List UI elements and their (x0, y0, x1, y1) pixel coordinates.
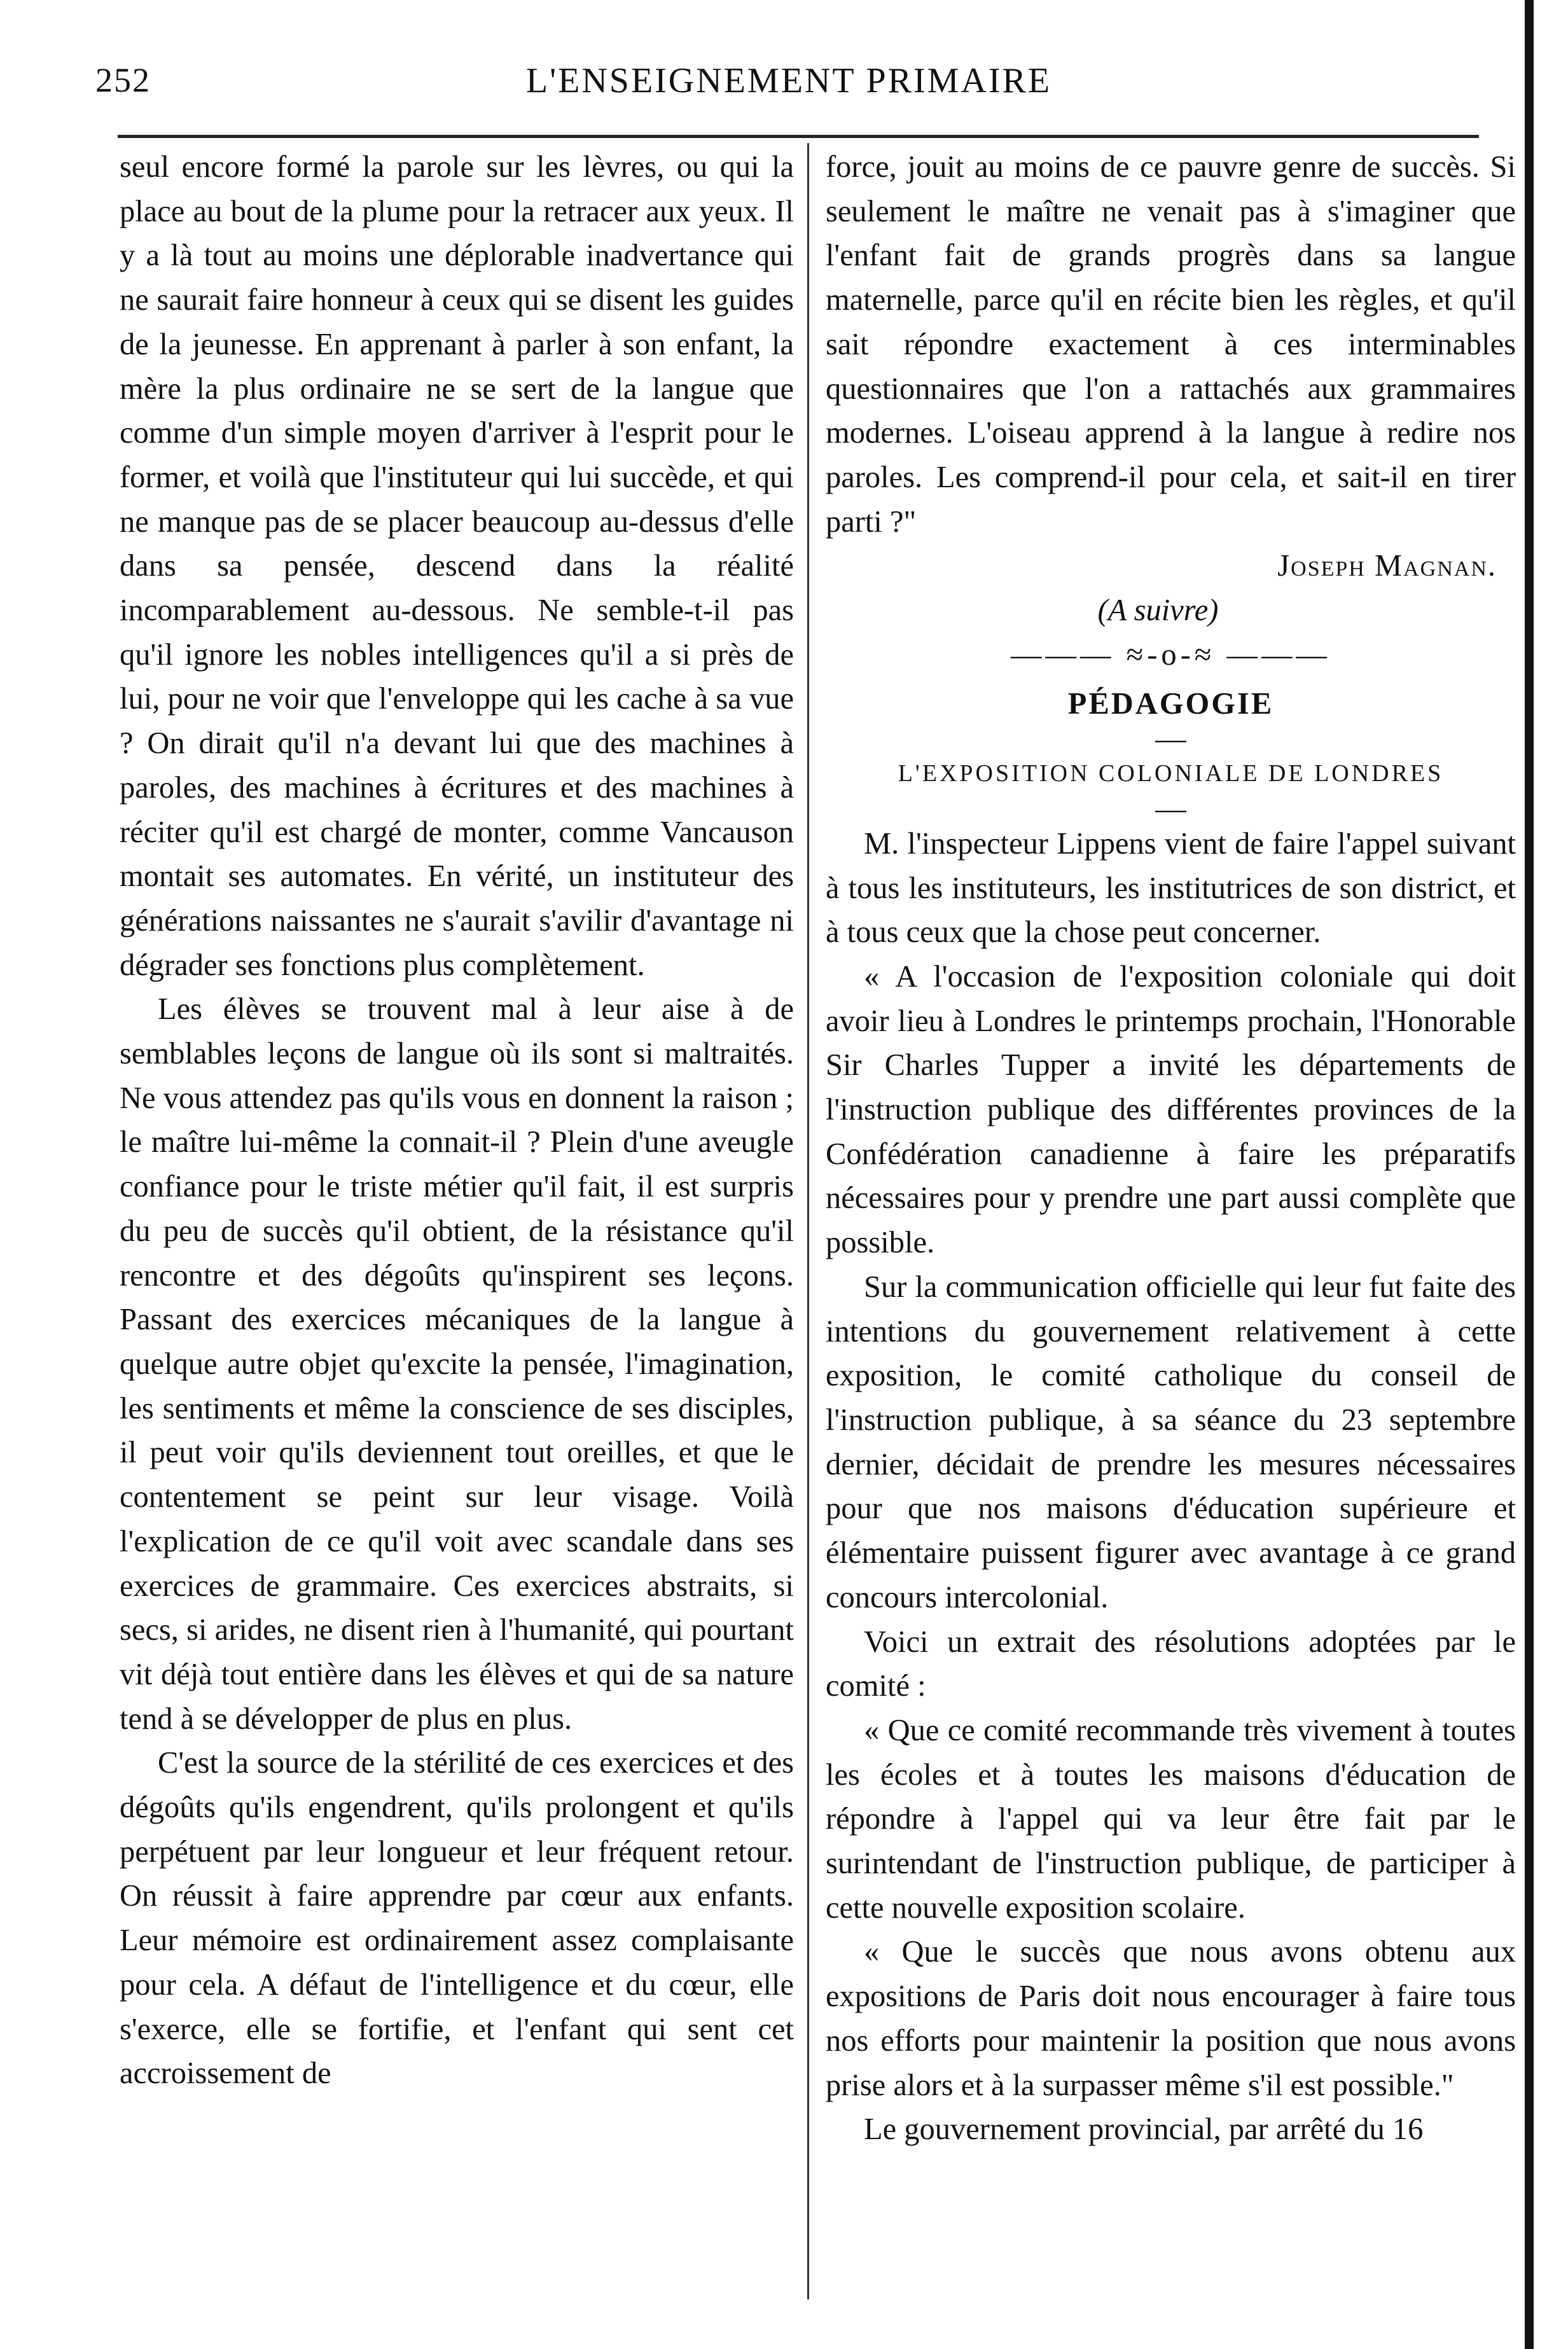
scan-edge (1525, 0, 1534, 2349)
title-dash: — (1155, 722, 1186, 756)
section-title: PÉDAGOGIE (1067, 687, 1274, 721)
to-follow-note: (A suivre) (1097, 593, 1219, 628)
header-rule (118, 135, 1479, 138)
title-dash: — (1155, 791, 1186, 826)
page-header (95, 60, 1482, 111)
paragraph: Le gouvernement provincial, par arrêté du 16 (864, 2112, 1424, 2147)
section-ornament: ——— ≈-o-≈ ——— (1010, 637, 1331, 672)
paragraph: M. l'inspecteur Lippens vient de faire l'appel suivant à tous les instituteurs, les institutrices de son district, et à tous ceux que la chose peut concerner. (826, 826, 1516, 950)
paragraph: « Que ce comité recommande très vivement à toutes les écoles et à toutes les maisons d'éducation de répondre à l'appel qui va leur être fait par le surintendant de l'instruction publique, de participer à cette nouvelle exposition scolaire. (826, 1713, 1516, 1925)
paragraph: Voici un extrait des résolutions adoptées par le comité : (826, 1625, 1516, 1703)
author-signature: Joseph Magnan. (1277, 549, 1497, 583)
paragraph: C'est la source de la stérilité de ces exercices et des dégoûts qu'ils engendrent, qu'ils prolongent et qu'ils perpétuent par leur longueur et leur fréquent retour. On réussit à faire apprendre par cœur aux enfants. Leur mémoire est ordinairement assez complaisante pour cela. A défaut de l'intelligence et du cœur, elle s'exerce, elle se fortifie, et l'enfant qui sent cet accroissement de (120, 1746, 794, 2091)
page-number: 252 (95, 61, 151, 99)
right-column (826, 145, 1516, 2152)
paragraph: Les élèves se trouvent mal à leur aise à de semblables leçons de langue où ils sont si maltraités. Ne vous attendez pas qu'ils vous en donnent la raison ; le maître lui-même la connait-il ? Plein d'une aveugle confiance pour le triste métier qu'il fait, il est surpris du peu de succès qu'il obtient, de la résistance qu'il rencontre et des dégoûts qu'inspirent ses leçons. Passant des exercices mécaniques de la langue à quelque autre objet qu'excite la pensée, l'imagination, les sentiments et même la conscience de ses disciples, il peut voir qu'ils deviennent tout oreilles, et que le contentement se peint sur leur visage. Voilà l'explication de ce qu'il voit avec scandale dans ses exercices de grammaire. Ces exercices abstraits, si secs, si arides, ne disent rien à l'humanité, qui pourtant vit déjà tout entière dans les élèves et qui de sa nature tend à se développer de plus en plus. (120, 992, 794, 1736)
subsection-title: L'EXPOSITION COLONIALE DE LONDRES (898, 760, 1444, 787)
paragraph: seul encore formé la parole sur les lèvres, ou qui la place au bout de la plume pour la retracer aux yeux. Il y a là tout au moins une déplorable inadvertance qui ne saurait faire honneur à ceux qui se disent les guides de la jeunesse. En apprenant à parler à son enfant, la mère la plus ordinaire ne se sert de la langue que comme d'un simple moyen d'arriver à l'esprit pour le former, et voilà que l'instituteur qui lui succède, et qui ne manque pas de se placer beaucoup au-dessus d'elle dans sa pensée, descend dans la réalité incomparablement au-dessous. Ne semble-t-il pas qu'il ignore les nobles intelligences qu'il a si près de lui, pour ne voir que l'enveloppe qui les cache à sa vue ? On dirait qu'il n'a devant lui que des machines à paroles, des machines à écritures et des machines à réciter qu'il est chargé de monter, comme Vancauson montait ses automates. En vérité, un instituteur des générations naissantes ne s'aurait s'avilir d'avantage ni dégrader ses fonctions plus complètement. (120, 150, 794, 982)
paragraph: « Que le succès que nous avons obtenu aux expositions de Paris doit nous encourager à faire tous nos efforts pour maintenir la position que nous avons prise alors et à la surpasser même s'il est possible." (826, 1935, 1516, 2102)
paragraph: force, jouit au moins de ce pauvre genre de succès. Si seulement le maître ne venait pas à s'imaginer que l'enfant fait de grands progrès dans sa langue maternelle, parce qu'il en récite bien les règles, et qu'il sait répondre exactement à ces interminables questionnaires que l'on a rattachés aux grammaires modernes. L'oiseau apprend à la langue à redire nos paroles. Les comprend-il pour cela, et sait-il en tirer parti ?" (826, 150, 1516, 539)
paragraph: Sur la communication officielle qui leur fut faite des intentions du gouvernement relativement à cette exposition, le comité catholique du conseil de l'instruction publique, à sa séance du 23 septembre dernier, décidait de prendre les mesures nécessaires pour que nos maisons d'éducation supérieure et élémentaire puissent figurer avec avantage à ce grand concours intercolonial. (826, 1270, 1516, 1614)
paragraph: « A l'occasion de l'exposition coloniale qui doit avoir lieu à Londres le printemps prochain, l'Honorable Sir Charles Tupper a invité les départements de l'instruction publique des différentes provinces de la Confédération canadienne à faire les préparatifs nécessaires pour y prendre une part aussi complète que possible. (826, 959, 1516, 1260)
running-title: L'ENSEIGNEMENT PRIMAIRE (525, 61, 1052, 100)
left-column (120, 145, 794, 2096)
column-divider (807, 143, 809, 2299)
